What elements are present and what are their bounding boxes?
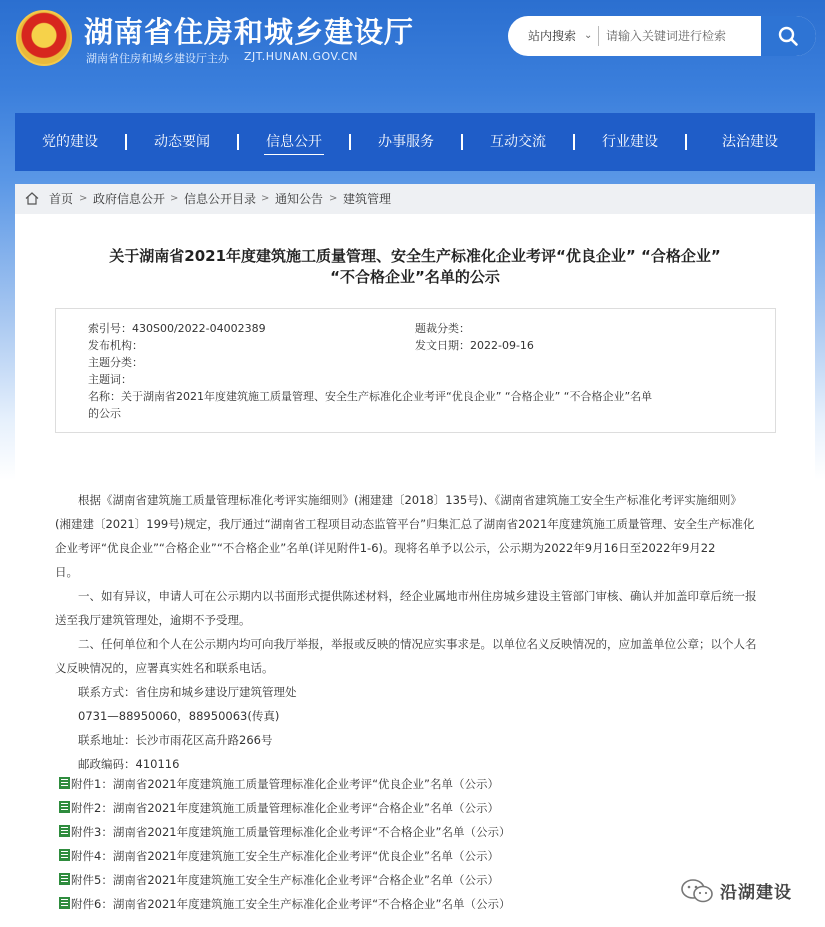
watermark-text: 沿湖建设 xyxy=(720,883,792,903)
nav-party-building[interactable]: 党的建设 xyxy=(42,134,98,150)
body-line: 送至我厅建筑管理处，逾期不予受理。 xyxy=(55,613,251,627)
meta-name: 名称：关于湖南省2021年度建筑施工质量管理、安全生产标准化企业考评“优良企业” “合格企业” “不合格企业”名单 xyxy=(88,390,653,403)
meta-name-cont: 的公示 xyxy=(88,407,121,420)
main-nav xyxy=(15,113,815,171)
chevron-right-icon: > xyxy=(261,193,270,204)
excel-file-icon xyxy=(59,873,70,885)
meta-subject-category: 主题分类： xyxy=(88,356,143,369)
attachment-link-1[interactable]: 附件1：湖南省2021年度建筑施工质量管理标准化企业考评“优良企业”名单（公示） xyxy=(59,772,499,796)
body-line: 根据《湖南省建筑施工质量管理标准化考评实施细则》(湘建建〔2018〕135号)、《湖南省建筑施工安全生产标准化考评实施细则》 xyxy=(78,493,742,507)
attachment-link-5[interactable]: 附件5：湖南省2021年度建筑施工安全生产标准化企业考评“合格企业”名单（公示） xyxy=(59,868,499,892)
site-title[interactable]: 湖南省住房和城乡建设厅 xyxy=(84,15,415,49)
attachment-link-6[interactable]: 附件6：湖南省2021年度建筑施工安全生产标准化企业考评“不合格企业”名单（公示） xyxy=(59,892,511,916)
body-line: 二、任何单位和个人在公示期内均可向我厅举报，举报或反映的情况应实事求是。以单位名义反映情况的，应加盖单位公章；以个人名 xyxy=(78,637,757,651)
body-line: 日。 xyxy=(55,565,78,579)
excel-file-icon xyxy=(59,825,70,837)
meta-topic: 题裁分类： xyxy=(415,322,470,335)
attachment-link-4[interactable]: 附件4：湖南省2021年度建筑施工安全生产标准化企业考评“优良企业”名单（公示） xyxy=(59,844,499,868)
contact-phone: 0731—88950060，88950063(传真) xyxy=(78,709,280,723)
breadcrumb xyxy=(15,184,815,214)
site-domain: ZJT.HUNAN.GOV.CN xyxy=(244,50,358,63)
article-title-line: 关于湖南省2021年度建筑施工质量管理、安全生产标准化企业考评“优良企业” “合格企业” xyxy=(109,247,721,265)
nav-interaction[interactable]: 互动交流 xyxy=(490,134,546,150)
body-line: 一、如有异议，申请人可在公示期内以书面形式提供陈述材料，经企业属地市州住房城乡建设主管部门审核、确认并加盖印章后统一报 xyxy=(78,589,757,603)
breadcrumb-info-catalog[interactable]: 信息公开目录 xyxy=(184,192,257,206)
search-divider xyxy=(598,26,599,46)
breadcrumb-home[interactable]: 首页 xyxy=(49,192,74,206)
meta-date: 发文日期：2022-09-16 xyxy=(415,339,534,352)
nav-separator xyxy=(461,134,463,150)
article-title-line: “不合格企业”名单的公示 xyxy=(330,268,500,286)
excel-file-icon xyxy=(59,897,70,909)
home-icon xyxy=(25,192,39,205)
nav-separator xyxy=(573,134,575,150)
search-button[interactable] xyxy=(761,16,816,56)
meta-org: 发布机构： xyxy=(88,339,143,352)
breadcrumb-notices[interactable]: 通知公告 xyxy=(275,192,324,206)
body-line: 企业考评“优良企业”“合格企业”“不合格企业”名单(详见附件1-6)。现将名单予以公示，公示期为2022年9月16日至2022年9月22 xyxy=(55,541,716,555)
chevron-down-icon: ⌄ xyxy=(584,30,593,41)
site-sponsor: 湖南省住房和城乡建设厅主办 xyxy=(86,52,229,65)
wechat-icon xyxy=(680,878,716,904)
nav-industry[interactable]: 行业建设 xyxy=(602,134,658,150)
nav-active-underline xyxy=(264,154,324,155)
breadcrumb-construction[interactable]: 建筑管理 xyxy=(343,192,392,206)
search-scope-label: 站内搜索 xyxy=(528,29,577,43)
contact-dept: 联系方式：省住房和城乡建设厅建筑管理处 xyxy=(78,685,297,699)
metadata-box xyxy=(55,308,776,433)
excel-file-icon xyxy=(59,801,70,813)
nav-separator xyxy=(125,134,127,150)
article-title xyxy=(15,246,815,288)
nav-news[interactable]: 动态要闻 xyxy=(154,134,210,150)
national-emblem-icon: ★ xyxy=(16,10,72,66)
search-icon xyxy=(777,25,799,47)
excel-file-icon xyxy=(59,777,70,789)
body-line: (湘建建〔2021〕199号)规定，我厅通过“湖南省工程项目动态监管平台”归集汇总了湖南省2021年度建筑施工质量管理、安全生产标准化 xyxy=(55,517,755,531)
body-line: 义反映情况的，应署真实姓名和联系电话。 xyxy=(55,661,274,675)
chevron-right-icon: > xyxy=(170,193,179,204)
article-body xyxy=(55,488,779,776)
meta-keywords: 主题词： xyxy=(88,373,132,386)
nav-separator xyxy=(685,134,687,150)
contact-postcode: 邮政编码：410116 xyxy=(78,757,180,771)
breadcrumb-gov-info[interactable]: 政府信息公开 xyxy=(93,192,166,206)
search-bar xyxy=(508,16,816,56)
search-scope-select[interactable] xyxy=(508,16,600,56)
site-header xyxy=(0,0,825,95)
contact-address: 联系地址：长沙市雨花区高升路266号 xyxy=(78,733,273,747)
nav-rule-of-law[interactable]: 法治建设 xyxy=(722,134,778,150)
chevron-right-icon: > xyxy=(329,193,338,204)
attachment-link-3[interactable]: 附件3：湖南省2021年度建筑施工质量管理标准化企业考评“不合格企业”名单（公示） xyxy=(59,820,511,844)
excel-file-icon xyxy=(59,849,70,861)
meta-index: 索引号：430S00/2022-04002389 xyxy=(88,322,266,335)
nav-separator xyxy=(349,134,351,150)
chevron-right-icon: > xyxy=(79,193,88,204)
nav-info-disclosure[interactable]: 信息公开 xyxy=(264,113,324,171)
attachment-link-2[interactable]: 附件2：湖南省2021年度建筑施工质量管理标准化企业考评“合格企业”名单（公示） xyxy=(59,796,499,820)
nav-separator xyxy=(237,134,239,150)
search-input[interactable] xyxy=(606,22,756,50)
nav-services[interactable]: 办事服务 xyxy=(378,134,434,150)
